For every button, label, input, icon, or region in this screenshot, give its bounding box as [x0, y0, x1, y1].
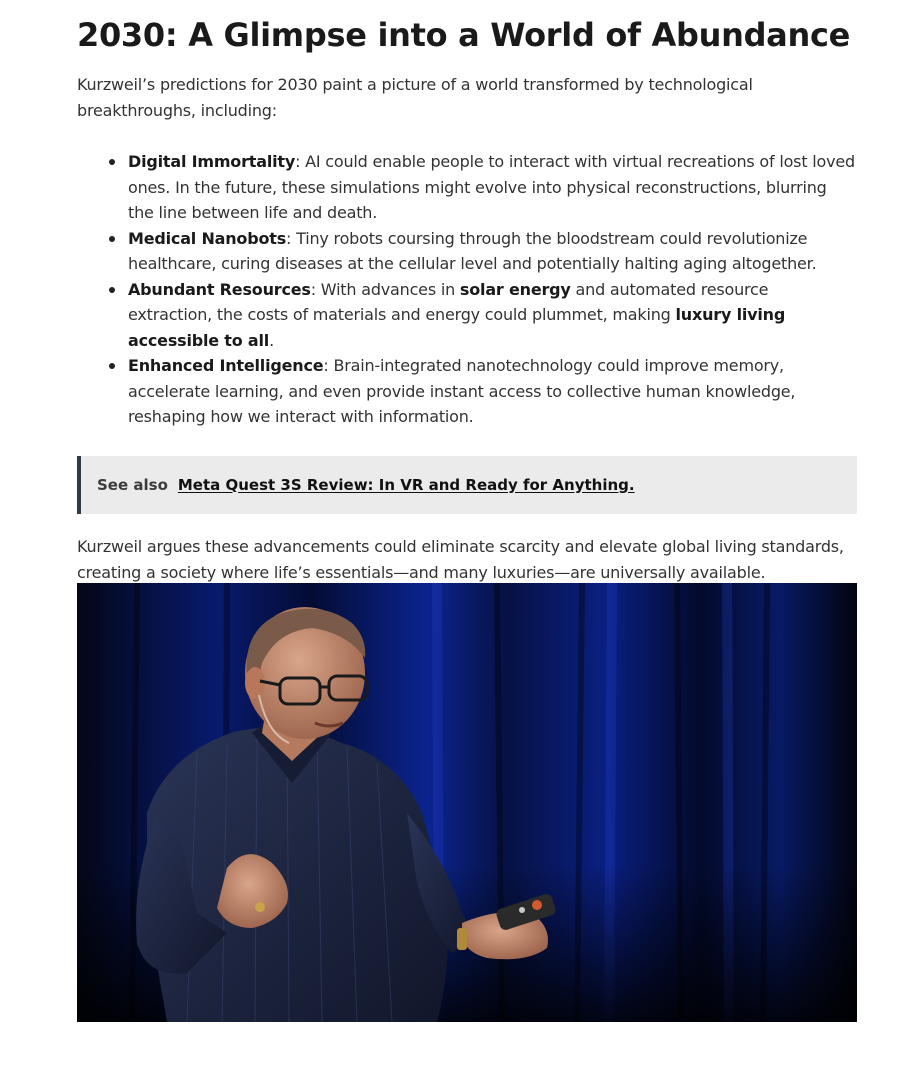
list-item-text: . [269, 330, 274, 350]
article-title: 2030: A Glimpse into a World of Abundance [77, 16, 851, 54]
predictions-list [77, 149, 857, 430]
see-also-label: See also [97, 475, 168, 494]
list-item [128, 149, 857, 226]
list-item-text: : AI could enable people to interact with virtual recreations of lost loved ones. In the future, these simulations might evolve into physical reconstructions, blurring the line between life and death. [128, 152, 855, 222]
article [77, 0, 857, 586]
list-item [128, 353, 857, 430]
speaker-on-stage-photo [77, 583, 857, 1022]
list-item-text: : Brain-integrated nanotechnology could improve memory, accelerate learning, and even provide instant access to collective human knowledge, reshaping how we interact with information. [128, 356, 796, 426]
list-item-text: : With advances in [310, 279, 460, 299]
emphasis-solar-energy: solar energy [459, 279, 571, 299]
list-item [128, 226, 857, 277]
article-photo [77, 583, 857, 1022]
see-also-link[interactable]: Meta Quest 3S Review: In VR and Ready for Anything. [177, 475, 635, 494]
intro-paragraph: Kurzweil’s predictions for 2030 paint a picture of a world transformed by technological breakthroughs, including: [77, 75, 753, 120]
emphasis-luxury-living: luxury living accessible to all [128, 305, 786, 350]
see-also-box [77, 456, 857, 514]
list-item-text: : Tiny robots coursing through the bloodstream could revolutionize healthcare, curing diseases at the cellular level and potentially halting aging altogether. [128, 228, 817, 273]
list-item-term: Digital Immortality [128, 152, 296, 171]
list-item-term: Medical Nanobots [128, 228, 287, 248]
list-item [128, 277, 857, 354]
list-item-term: Enhanced Intelligence [128, 356, 324, 375]
list-item-term: Abundant Resources [128, 279, 311, 299]
list-item-text: and automated resource extraction, the costs of materials and energy could plummet, making [128, 279, 769, 324]
outro-paragraph: Kurzweil argues these advancements could eliminate scarcity and elevate global living standards, creating a society where life’s essentials—and many luxuries—are universally available. [77, 536, 844, 582]
